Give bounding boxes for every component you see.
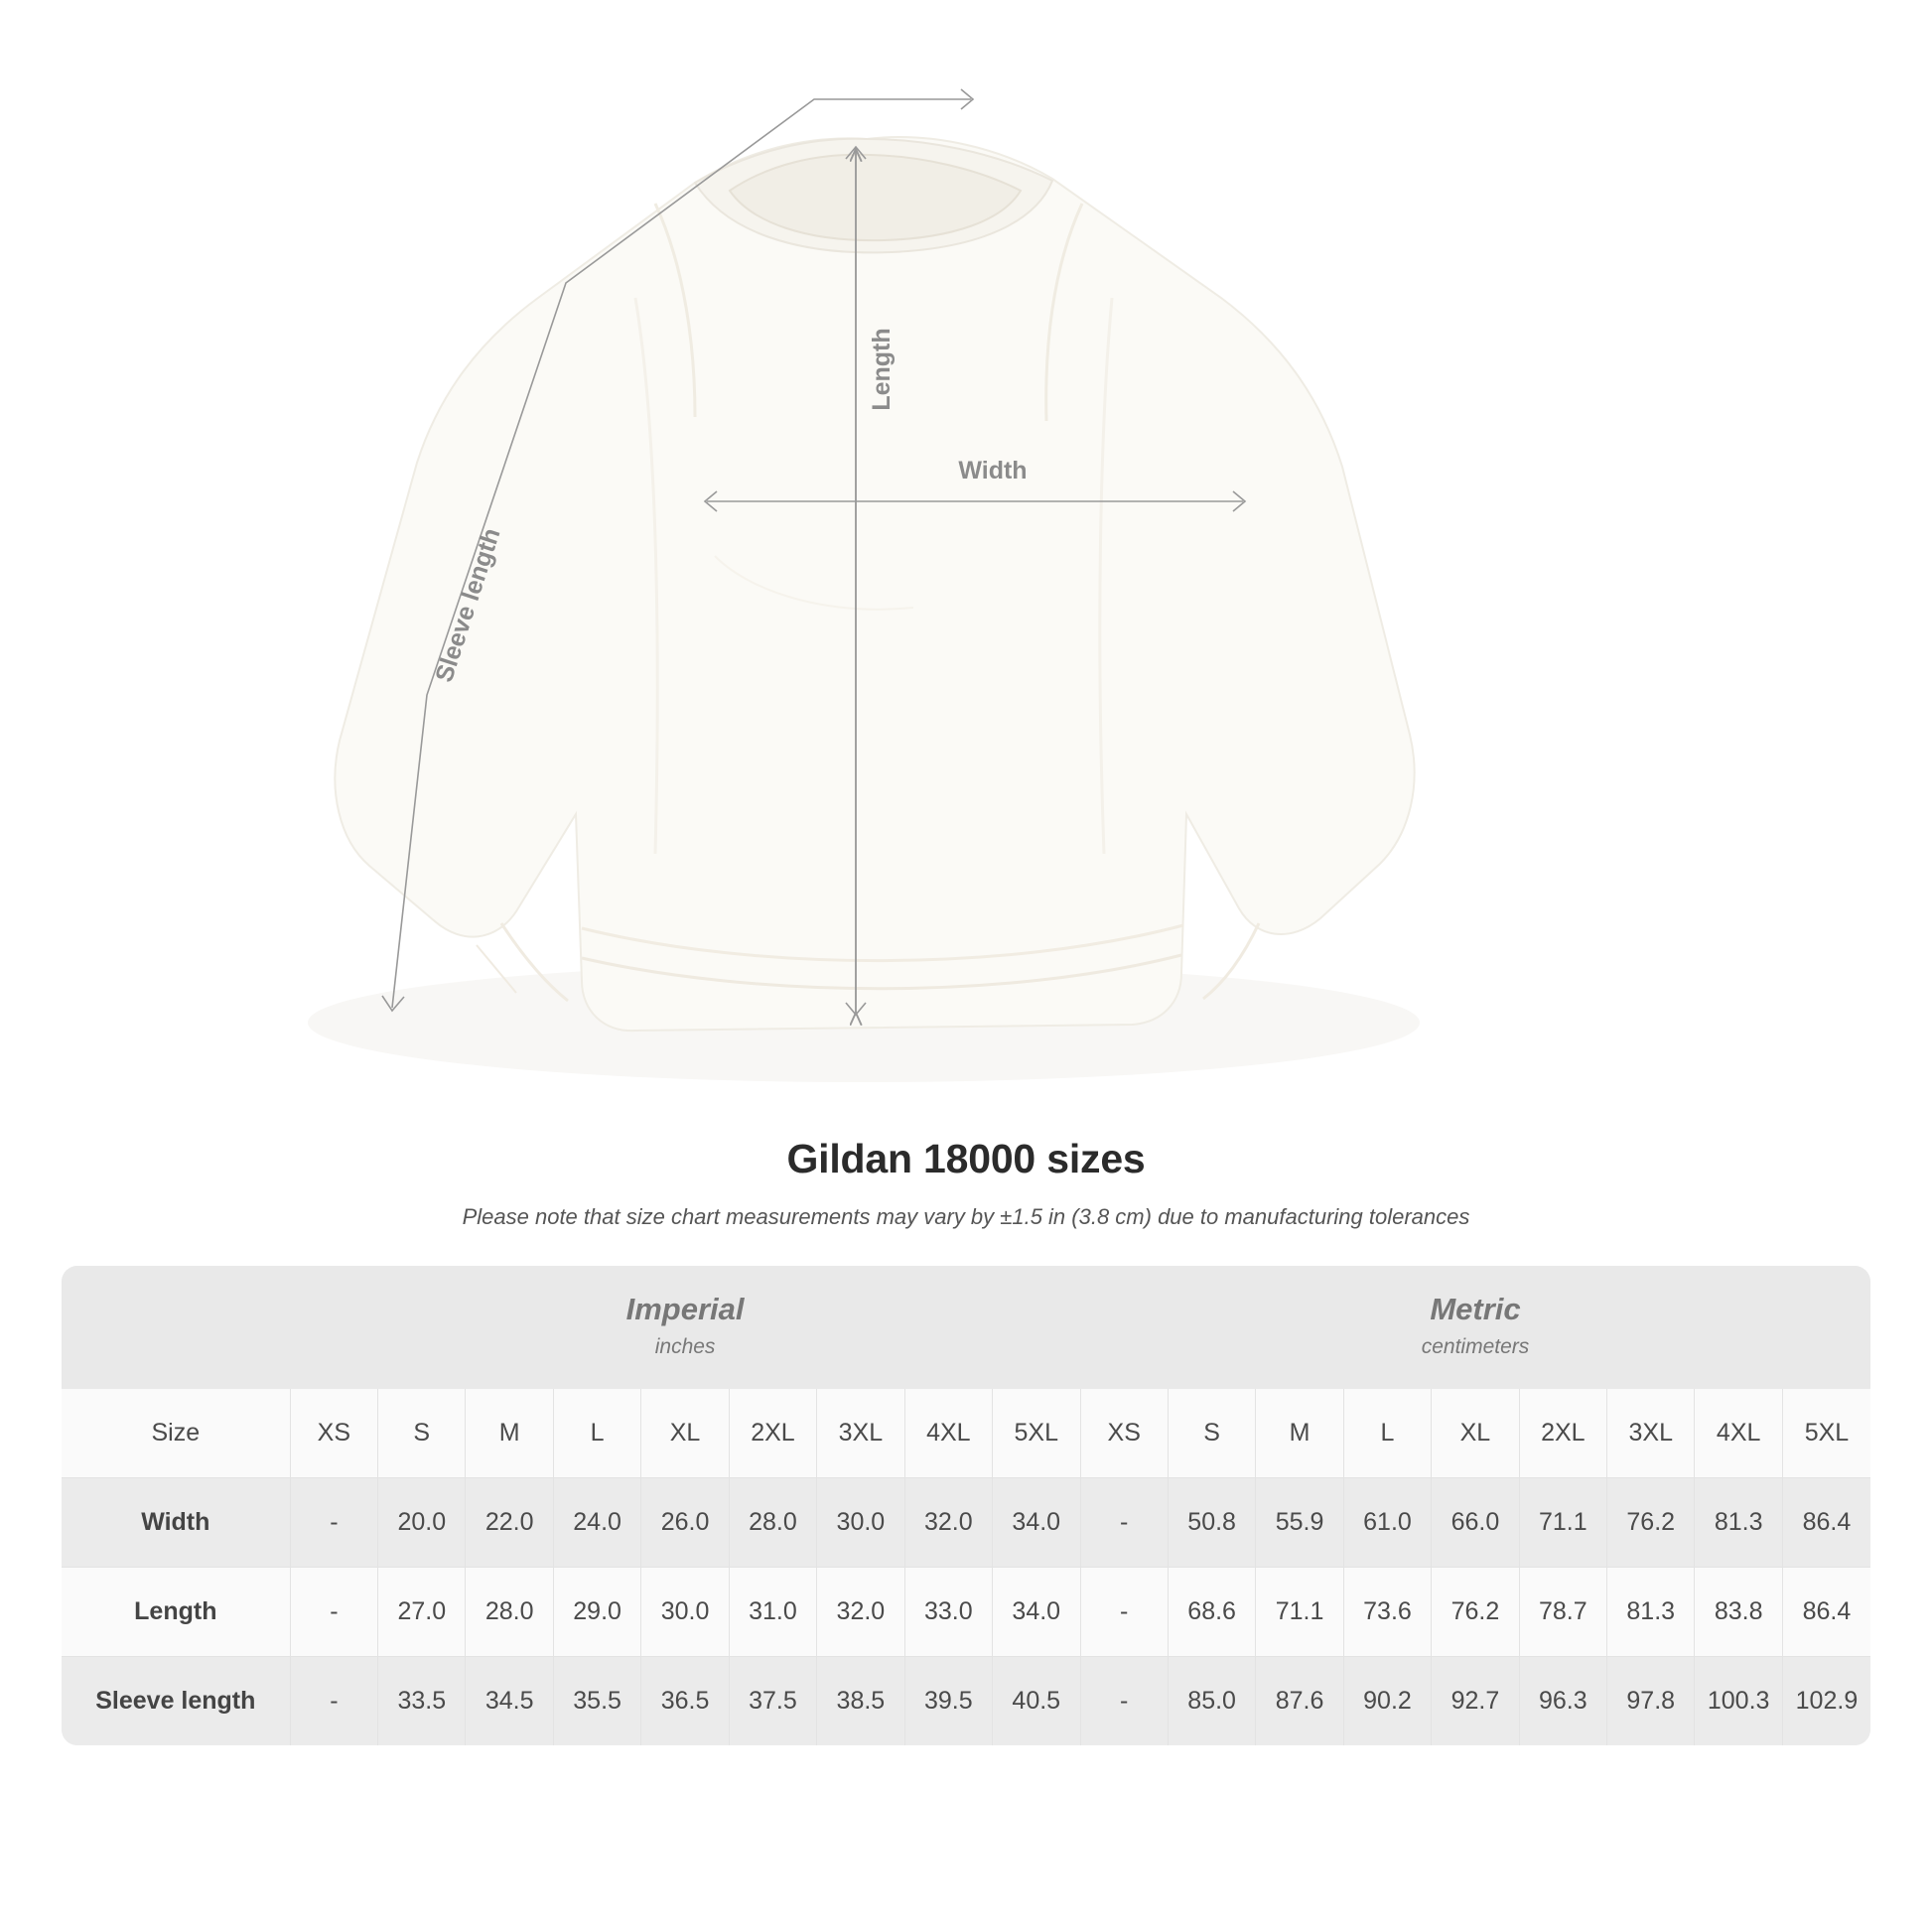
cell-sleeve-met-0: - [1080, 1657, 1168, 1746]
cell-width-met-1: 50.8 [1168, 1478, 1255, 1568]
cell-sleeve-met-6: 97.8 [1607, 1657, 1695, 1746]
cell-width-imp-7: 32.0 [904, 1478, 992, 1568]
cell-width-met-5: 71.1 [1519, 1478, 1606, 1568]
cell-length-met-5: 78.7 [1519, 1568, 1606, 1657]
cell-sleeve-imp-8: 40.5 [993, 1657, 1080, 1746]
cell-width-met-3: 61.0 [1343, 1478, 1431, 1568]
units-spacer [62, 1266, 290, 1389]
header-imp-xl: XL [641, 1389, 729, 1478]
heading-block [0, 1136, 1932, 1230]
unit-imperial-title: Imperial [625, 1292, 745, 1326]
cell-length-met-1: 68.6 [1168, 1568, 1255, 1657]
unit-metric-title: Metric [1430, 1292, 1521, 1326]
header-met-xs: XS [1080, 1389, 1168, 1478]
table-row [62, 1657, 1870, 1746]
size-header-row [62, 1389, 1870, 1478]
cell-width-met-7: 81.3 [1695, 1478, 1782, 1568]
size-table [62, 1266, 1870, 1745]
row-label-width: Width [62, 1478, 290, 1568]
cell-width-met-0: - [1080, 1478, 1168, 1568]
size-table-wrap [62, 1266, 1870, 1745]
cell-length-imp-8: 34.0 [993, 1568, 1080, 1657]
header-imp-3xl: 3XL [817, 1389, 904, 1478]
table-row [62, 1568, 1870, 1657]
header-size-label: Size [62, 1389, 290, 1478]
cell-length-met-8: 86.4 [1782, 1568, 1870, 1657]
units-row [62, 1266, 1870, 1389]
cell-width-met-4: 66.0 [1432, 1478, 1519, 1568]
cell-length-imp-2: 28.0 [466, 1568, 553, 1657]
table-row [62, 1478, 1870, 1568]
cell-sleeve-imp-6: 38.5 [817, 1657, 904, 1746]
header-met-2xl: 2XL [1519, 1389, 1606, 1478]
cell-sleeve-imp-2: 34.5 [466, 1657, 553, 1746]
cell-sleeve-met-4: 92.7 [1432, 1657, 1519, 1746]
cell-sleeve-met-8: 102.9 [1782, 1657, 1870, 1746]
cell-width-imp-6: 30.0 [817, 1478, 904, 1568]
cell-width-imp-1: 20.0 [378, 1478, 466, 1568]
label-length: Length [868, 328, 896, 411]
header-imp-xs: XS [290, 1389, 377, 1478]
cell-width-imp-8: 34.0 [993, 1478, 1080, 1568]
unit-metric [1080, 1266, 1870, 1389]
cell-length-imp-6: 32.0 [817, 1568, 904, 1657]
header-imp-s: S [378, 1389, 466, 1478]
cell-length-imp-7: 33.0 [904, 1568, 992, 1657]
cell-sleeve-met-1: 85.0 [1168, 1657, 1255, 1746]
cell-width-imp-5: 28.0 [729, 1478, 816, 1568]
header-met-3xl: 3XL [1607, 1389, 1695, 1478]
cell-sleeve-imp-0: - [290, 1657, 377, 1746]
cell-width-imp-0: - [290, 1478, 377, 1568]
unit-imperial-sub: inches [654, 1335, 716, 1358]
header-met-m: M [1256, 1389, 1343, 1478]
row-label-sleeve-length: Sleeve length [62, 1657, 290, 1746]
cell-sleeve-imp-5: 37.5 [729, 1657, 816, 1746]
header-met-xl: XL [1432, 1389, 1519, 1478]
cell-sleeve-imp-7: 39.5 [904, 1657, 992, 1746]
header-imp-l: L [553, 1389, 640, 1478]
header-imp-m: M [466, 1389, 553, 1478]
cell-length-met-2: 71.1 [1256, 1568, 1343, 1657]
cell-sleeve-met-7: 100.3 [1695, 1657, 1782, 1746]
cell-width-met-6: 76.2 [1607, 1478, 1695, 1568]
cell-length-imp-4: 30.0 [641, 1568, 729, 1657]
label-width: Width [958, 457, 1028, 484]
header-met-s: S [1168, 1389, 1255, 1478]
cell-length-met-6: 81.3 [1607, 1568, 1695, 1657]
header-met-5xl: 5XL [1782, 1389, 1870, 1478]
page-title: Gildan 18000 sizes [786, 1136, 1146, 1181]
row-label-length: Length [62, 1568, 290, 1657]
cell-length-imp-3: 29.0 [553, 1568, 640, 1657]
header-imp-4xl: 4XL [904, 1389, 992, 1478]
cell-sleeve-met-2: 87.6 [1256, 1657, 1343, 1746]
cell-length-imp-0: - [290, 1568, 377, 1657]
cell-sleeve-imp-3: 35.5 [553, 1657, 640, 1746]
cell-length-imp-5: 31.0 [729, 1568, 816, 1657]
unit-metric-sub: centimeters [1421, 1335, 1530, 1358]
cell-sleeve-imp-4: 36.5 [641, 1657, 729, 1746]
header-met-4xl: 4XL [1695, 1389, 1782, 1478]
cell-length-met-0: - [1080, 1568, 1168, 1657]
cell-length-met-3: 73.6 [1343, 1568, 1431, 1657]
tolerance-note: Please note that size chart measurements may vary by ±1.5 in (3.8 cm) due to manufacturing tolerances [462, 1204, 1470, 1229]
cell-sleeve-met-3: 90.2 [1343, 1657, 1431, 1746]
header-imp-5xl: 5XL [993, 1389, 1080, 1478]
header-imp-2xl: 2XL [729, 1389, 816, 1478]
cell-width-imp-4: 26.0 [641, 1478, 729, 1568]
cell-length-imp-1: 27.0 [378, 1568, 466, 1657]
header-met-l: L [1343, 1389, 1431, 1478]
cell-width-met-8: 86.4 [1782, 1478, 1870, 1568]
cell-length-met-7: 83.8 [1695, 1568, 1782, 1657]
cell-width-imp-3: 24.0 [553, 1478, 640, 1568]
cell-length-met-4: 76.2 [1432, 1568, 1519, 1657]
cell-sleeve-met-5: 96.3 [1519, 1657, 1606, 1746]
unit-imperial [290, 1266, 1080, 1389]
cell-width-met-2: 55.9 [1256, 1478, 1343, 1568]
label-sleeve-length: Sleeve length [430, 524, 506, 686]
cell-sleeve-imp-1: 33.5 [378, 1657, 466, 1746]
cell-width-imp-2: 22.0 [466, 1478, 553, 1568]
